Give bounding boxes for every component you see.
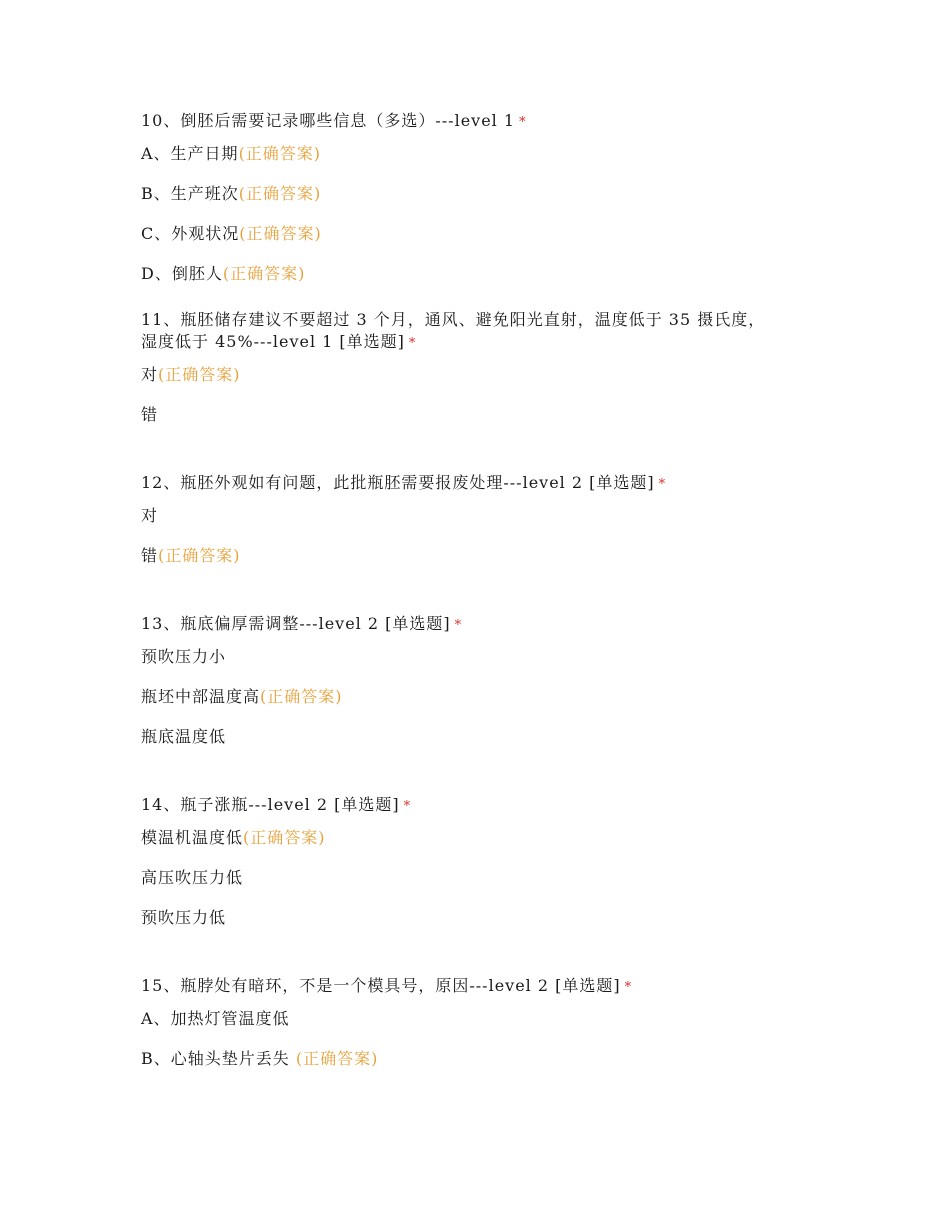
correct-answer-label: (正确答案) [222,264,306,283]
option: B、生产班次(正确答案) [141,184,322,203]
option: 对(正确答案) [141,365,241,384]
required-mark: * [403,799,412,814]
question-12 [141,472,821,567]
question-title: 15、瓶脖处有暗环，不是一个模具号，原因---level 2 [单选题] * [141,976,633,995]
question-15 [141,975,821,1070]
correct-answer-label: (正确答案) [260,687,343,706]
correct-answer-label: (正确答案) [295,1049,379,1068]
question-title: 11、瓶胚储存建议不要超过 3 个月，通风、避免阳光直射，温度低于 35 摄氏度， [141,310,766,329]
option: 对 [141,506,159,525]
option: 瓶底温度低 [141,727,227,746]
correct-answer-label: (正确答案) [238,144,322,163]
required-mark: * [658,477,667,492]
required-mark: * [454,618,463,633]
question-10 [141,110,821,285]
question-title-line2: 湿度低于 45%---level 1 [单选题] * [141,332,417,351]
option: A、生产日期(正确答案) [141,144,322,163]
option: B、心轴头垫片丢失 (正确答案) [141,1049,379,1068]
quiz-document [141,110,821,1088]
question-11 [141,309,821,426]
correct-answer-label: (正确答案) [238,184,322,203]
option: 预吹压力低 [141,908,227,927]
correct-answer-label: (正确答案) [158,365,241,384]
option: 错 [141,405,159,424]
option: D、倒胚人(正确答案) [141,264,306,283]
question-title: 14、瓶子涨瓶---level 2 [单选题] * [141,795,412,814]
option: 模温机温度低(正确答案) [141,828,326,847]
option: 瓶坯中部温度高(正确答案) [141,687,343,706]
option: A、加热灯管温度低 [141,1009,290,1028]
required-mark: * [408,336,417,351]
required-mark: * [519,115,527,130]
question-title: 13、瓶底偏厚需调整---level 2 [单选题] * [141,614,463,633]
question-title: 10、倒胚后需要记录哪些信息（多选）---level 1 * [141,111,527,130]
option: 错(正确答案) [141,546,241,565]
question-14 [141,794,821,929]
correct-answer-label: (正确答案) [239,224,322,243]
option: 预吹压力小 [141,647,227,666]
question-13 [141,613,821,748]
question-title: 12、瓶胚外观如有问题，此批瓶胚需要报废处理---level 2 [单选题] * [141,473,667,492]
required-mark: * [624,980,633,995]
option: C、外观状况(正确答案) [141,224,322,243]
correct-answer-label: (正确答案) [158,546,241,565]
option: 高压吹压力低 [141,868,244,887]
correct-answer-label: (正确答案) [243,828,326,847]
